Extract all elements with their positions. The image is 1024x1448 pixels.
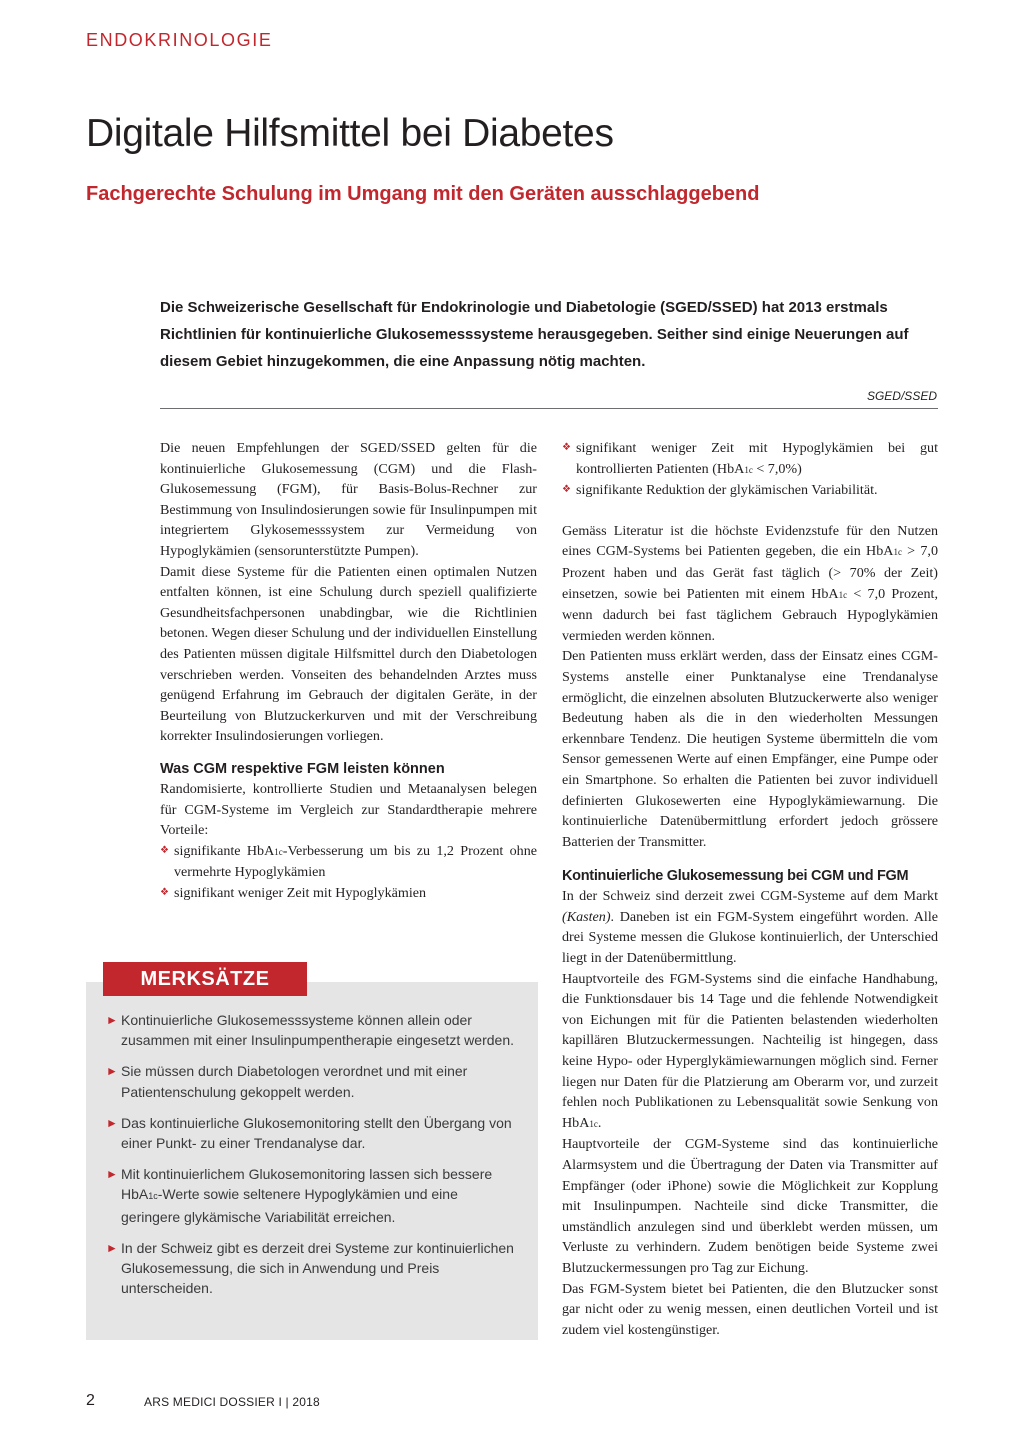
article-title: Digitale Hilfsmittel bei Diabetes	[86, 112, 614, 155]
section-heading: Kontinuierliche Glukosemessung bei CGM und FGM	[562, 868, 909, 885]
paragraph: Hauptvorteile des FGM-Systems sind die einfache Handhabung, die Funktionsdauer bis 14 Tage und die fehlende Notwendigkeit von Eichungen mit für die Patienten belastenden wiederholten kapillären Blutzuckermessungen. Nachteilig ist hingegen, dass keine Hypo- oder Hyperglykämiewarnungen möglich sind. Ferner liegen nur Daten für die Platzierung am Oberarm vor, und zurzeit fehlen noch Publikationen zu Lebensqualität sowie Senkung von HbA1c.	[562, 970, 938, 1131]
article-lead: Die Schweizerische Gesellschaft für Endokrinologie und Diabetologie (SGED/SSED) hat 2013 erstmals Richtlinien für kontinuierliche Glukosemesssysteme herausgegeben. Seither sind einige Neuerungen auf diesem Gebiet hinzugekommen, die eine Anpassung nötig machten.	[160, 299, 909, 370]
section-label: ENDOKRINOLOGIE	[86, 30, 273, 50]
list-item: ❖ signifikant weniger Zeit mit Hypoglykämien bei gut kontrollierten Patienten (HbA1c < 7,0%)	[562, 440, 938, 477]
list-item: ❖ signifikante HbA1c-Verbesserung um bis zu 1,2 Prozent ohne vermehrte Hypoglykämien	[160, 842, 537, 881]
right-column	[562, 438, 938, 1340]
section-heading: Was CGM respektive FGM leisten können	[160, 760, 445, 777]
triangle-bullet-icon: ►	[106, 1013, 118, 1027]
paragraph: Das FGM-System bietet bei Patienten, die den Blutzucker sonst gar nicht oder zu wenig messen, einen deutlichen Vorteil und ist zudem viel kostengünstiger.	[562, 1280, 938, 1338]
diamond-bullet-icon: ❖	[160, 886, 169, 898]
list-item: ❖ signifikante Reduktion der glykämischen Variabilität.	[562, 480, 938, 501]
diamond-bullet-icon: ❖	[160, 844, 169, 856]
triangle-bullet-icon: ►	[106, 1240, 118, 1255]
paragraph: Damit diese Systeme für die Patienten einen optimalen Nutzen entfalten können, ist eine Schulung durch speziell qualifizierte Gesundheitsfachpersonen unabdingbar, wie die Richtlinien betonen. Wegen dieser Schulung und der individuellen Einstellung des Patienten müssen digitale Hilfsmittel durch den Diabetologen verschrieben werden. Vonseiten des behandelnden Arztes muss genügend Erfahrung im Gebrauch der digitalen Geräte, in der Beurteilung von Blutzuckerkurven und mit der Verschreibung korrekter Insulindosierungen vorliegen.	[160, 563, 537, 745]
paragraph: In der Schweiz sind derzeit zwei CGM-Systeme auf dem Markt (Kasten). Daneben ist ein FGM-System eingeführt worden. Alle drei Systeme messen die Glukose kontinuierlich, der Unterschied liegt in der Datenübermittlung.	[562, 888, 938, 967]
left-column	[160, 438, 537, 903]
lead-divider	[160, 408, 938, 409]
advantages-list	[160, 841, 537, 904]
list-item: ► Mit kontinuierlichem Glukosemonitoring lassen sich bessere HbA1c-Werte sowie seltenere Hypoglykämien und eine geringere glykämische Variabilität erreichen.	[106, 1165, 493, 1225]
paragraph: Gemäss Literatur ist die höchste Evidenzstufe für den Nutzen eines CGM-Systems bei Patienten gegeben, die ein HbA1c > 7,0 Prozent haben und das Gerät fast täglich (> 70% der Zeit) einsetzen, sowie bei Patienten mit einem HbA1c < 7,0 Prozent, wenn dadurch bei fast täglichem Gebrauch Hypoglykämien vermieden werden können.	[562, 522, 938, 644]
list-item: ► Das kontinuierliche Glukosemonitoring stellt den Übergang von einer Punkt- zu einer Trendanalyse dar.	[106, 1114, 512, 1152]
article-author: SGED/SSED	[866, 389, 937, 403]
paragraph: Den Patienten muss erklärt werden, dass der Einsatz eines CGM-Systems anstelle einer Punktanalyse eine Trendanalyse ermöglicht, die einzelnen absoluten Blutzuckerwerte also weniger Bedeutung haben als die in den wiederholten Messungen erkennbare Tendenz. Die heutigen Systeme übermitteln die vom Sensor gemessenen Werte auf einen Empfänger, eine Pumpe oder ein Smartphone. So erhalten die Patienten bei zuvor individuell definierten Glukosewerten eine Hypoglykämiewarnung. Die kontinuierliche Datenübermittlung erfordert jedoch grössere Batterien der Transmitter.	[562, 648, 938, 850]
triangle-bullet-icon: ►	[106, 1166, 118, 1181]
triangle-bullet-icon: ►	[106, 1115, 118, 1130]
merksaetze-label: MERKSÄTZE	[103, 962, 307, 996]
advantages-list-continued	[562, 438, 938, 501]
diamond-bullet-icon: ❖	[562, 484, 571, 496]
paragraph: Die neuen Empfehlungen der SGED/SSED gelten für die kontinuierliche Glukosemessung (CGM) und die Flash-Glukosemessung (FGM), für Basis-Bolus-Rechner zur Bestimmung von Insulindosierungen sowie für Insulinpumpen mit integriertem Glykosemesssystem zur Vermeidung von Hypoglykämien (sensorunterstützte Pumpen).	[160, 440, 537, 559]
merksaetze-list	[106, 1010, 518, 1309]
article-subtitle: Fachgerechte Schulung im Umgang mit den Geräten ausschlaggebend	[86, 183, 760, 205]
publication-footer: ARS MEDICI DOSSIER I | 2018	[144, 1395, 320, 1409]
paragraph: Randomisierte, kontrollierte Studien und Metaanalysen belegen für CGM-Systeme im Vergleich zur Standardtherapie mehrere Vorteile:	[160, 780, 537, 839]
paragraph: Hauptvorteile der CGM-Systeme sind das kontinuierliche Alarmsystem und die Übertragung der Daten via Transmitter auf Empfänger (oder iPhone) sowie die Möglichkeit zur Kopplung mit Insulinpumpen. Nachteile sind dicke Transmitter, die umständlich anzulegen sind und überklebt werden müssen, um Verluste zu verhindern. Zudem benötigen beide Systeme zwei Blutzuckermessungen pro Tag zur Eichung.	[562, 1136, 938, 1276]
merksaetze-box	[86, 982, 538, 1340]
list-item: ► In der Schweiz gibt es derzeit drei Systeme zur kontinuierlichen Glukosemessung, die sich in Anwendung und Preis unterscheiden.	[106, 1239, 514, 1297]
list-item: ► Kontinuierliche Glukosemesssysteme können allein oder zusammen mit einer Insulinpumpentherapie eingesetzt werden.	[106, 1012, 514, 1049]
diamond-bullet-icon: ❖	[562, 442, 571, 453]
list-item: ► Sie müssen durch Diabetologen verordnet und mit einer Patientenschulung gekoppelt werden.	[106, 1063, 468, 1100]
triangle-bullet-icon: ►	[106, 1064, 118, 1079]
list-item: ❖ signifikant weniger Zeit mit Hypoglykämien	[160, 883, 537, 904]
page-number: 2	[86, 1392, 95, 1409]
